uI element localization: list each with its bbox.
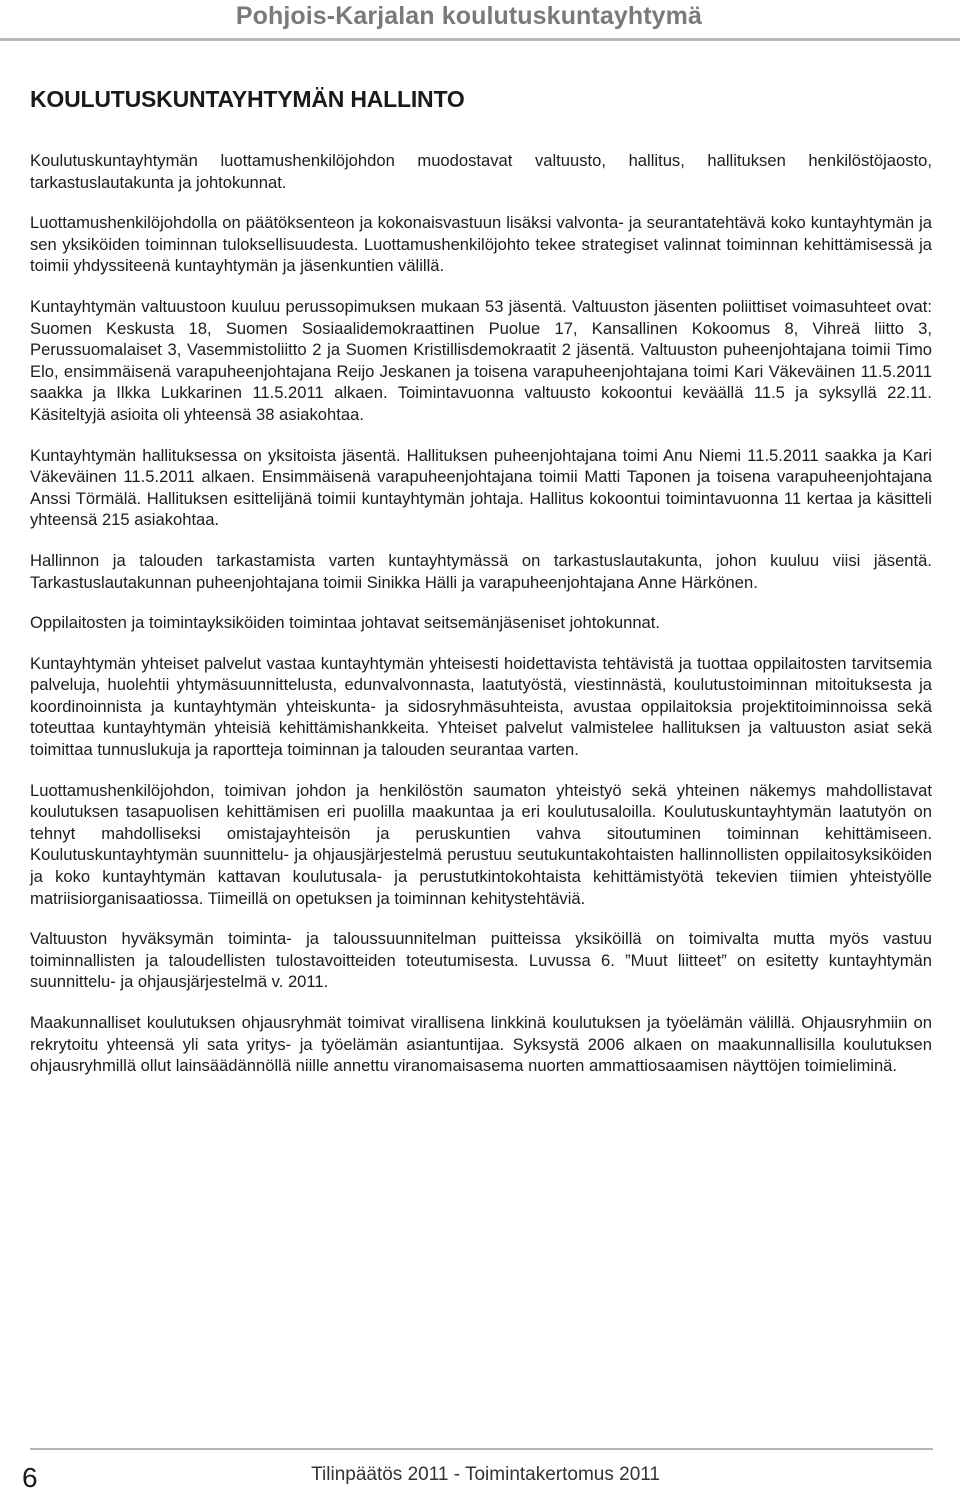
- paragraph-5: Hallinnon ja talouden tarkastamista varten kuntayhtymässä on tarkastuslautakunta, johon kuuluu viisi jäsentä. Tarkastuslautakunnan puheenjohtajana toimii Sinikka Hälli ja varapuheenjohtajana Anne Härkönen.: [30, 550, 932, 592]
- body-text: [30, 150, 932, 1096]
- page-number: 6: [22, 1462, 38, 1493]
- header-title: Pohjois-Karjalan koulutuskuntayhtymä: [235, 2, 702, 30]
- footer-caption: Tilinpäätös 2011 - Toimintakertomus 2011: [311, 1464, 660, 1485]
- paragraph-9: Valtuuston hyväksymän toiminta- ja taloussuunnitelman puitteissa yksiköillä on toimivalta mutta myös vastuu toiminnallisten ja taloudellisten tulostavoitteiden toteutumisesta. Luvussa 6. ”Muut liitteet” on esitetty kuntayhtymän suunnittelu- ja ohjausjärjestelmä v. 2011.: [30, 929, 932, 992]
- paragraph-6: Oppilaitosten ja toimintayksiköiden toimintaa johtavat seitsemänjäseniset johtokunnat.: [30, 613, 660, 633]
- paragraph-8: Luottamushenkilöjohdon, toimivan johdon ja henkilöstön saumaton yhteistyö sekä yhteinen näkemys mahdollistavat koulutuksen tasapuolisen kehittämisen eri puolilla maakuntaa ja eri koulutusaloilla. Koulutuskuntayhtymän laatutyön on tehnyt mahdolliseksi omistajayhteisön ja peruskuntien vahva sitoutuminen toiminnan kehittämiseen. Koulutuskuntayhtymän suunnittelu- ja ohjausjärjestelmä perustuu seutukuntakohtaisten hallinnollisten oppilaitosyksiköiden ja koko kuntayhtymän kattavan koulutusala- ja perustutkintokohtaista kehittämistyötä tekevien tiimien yhteistyölle matriisiorganisaatiossa. Tiimeillä on opetuksen ja toiminnan kehitystehtäviä.: [30, 780, 932, 908]
- paragraph-10: Maakunnalliset koulutuksen ohjausryhmät toimivat virallisena linkkinä koulutuksen ja työelämän välillä. Ohjausryhmiin on rekrytoitu yhteensä yli sata yritys- ja työelämän asiantuntijaa. Syksystä 2006 alkaen on maakunnallisilla koulutuksen ohjausryhmillä ollut lainsäädännöllä niille annettu viranomaisasema nuorten ammattiosaamisen näyttöjen toimieliminä.: [30, 1013, 932, 1076]
- section-heading: KOULUTUSKUNTAYHTYMÄN HALLINTO: [30, 86, 465, 112]
- paragraph-1: Koulutuskuntayhtymän luottamushenkilöjohdon muodostavat valtuusto, hallitus, hallituksen henkilöstöjaosto, tarkastuslautakunta ja johtokunnat.: [30, 151, 932, 192]
- paragraph-7: Kuntayhtymän yhteiset palvelut vastaa kuntayhtymän yhteisesti hoidettavista tehtävistä ja tuottaa oppilaitosten tarvitsemia palveluja, huolehtii yhtymäsuunnittelusta, edunvalvonnasta, laatutyöstä, viestinnästä, koulutustoiminnan mitoituksesta ja koordinoinnista ja kuntayhtymän yhteiskunta- ja sidosryhmäsuhteista, avustaa oppilaitoksia projektitoiminnoissa sekä toteuttaa kuntayhtymän yhteisiä kehittämishankkeita. Yhteiset palvelut valmistelee hallituksen ja valtuuston asiat sekä toimittaa tunnuslukuja ja raportteja toiminnan ja talouden seurantaa varten.: [30, 653, 932, 760]
- paragraph-3: Kuntayhtymän valtuustoon kuuluu perussopimuksen mukaan 53 jäsentä. Valtuuston jäsenten poliittiset voimasuhteet ovat: Suomen Keskusta 18, Suomen Sosiaalidemokraattinen Puolue 17, Kansallinen Kokoomus 8, Vihreä liitto 3, Perussuomalaiset 3, Vasemmistoliitto 2 ja Suomen Kristillisdemokraatit 2 jäsentä. Valtuuston puheenjohtajana toimii Timo Elo, ensimmäisenä varapuheenjohtajana Reijo Jeskanen ja toisena varapuheenjohtajana toimi Kari Väkeväinen 11.5.2011 saakka ja Ilkka Lukkarinen 11.5.2011 alkaen. Toimintavuonna valtuusto kokoontui keväällä 11.5 ja syksyllä 22.11. Käsiteltyjä asioita oli yhteensä 38 asiakohtaa.: [30, 296, 932, 424]
- paragraph-4: Kuntayhtymän hallituksessa on yksitoista jäsentä. Hallituksen puheenjohtajana toimi Anu Niemi 11.5.2011 saakka ja Kari Väkeväinen 11.5.2011 alkaen. Ensimmäisenä varapuheenjohtajana toimii Matti Taponen ja toisena varapuheenjohtajana Anssi Törmälä. Hallituksen esittelijänä toimii kuntayhtymän johtaja. Hallitus kokoontui toimintavuonna 11 kertaa ja käsitteli yhteensä 215 asiakohtaa.: [30, 445, 932, 530]
- footer-divider: [30, 1448, 933, 1450]
- paragraph-2: Luottamushenkilöjohdolla on päätöksenteon ja kokonaisvastuun lisäksi valvonta- ja seurantatehtävä koko kuntayhtymän ja sen yksiköiden toiminnan tuloksellisuudesta. Luottamushenkilöjohto tekee strategiset valinnat toiminnan kehittämisessä ja toimii yhdyssiteenä kuntayhtymän ja jäsenkuntien välillä.: [30, 213, 932, 276]
- running-header: [0, 0, 960, 41]
